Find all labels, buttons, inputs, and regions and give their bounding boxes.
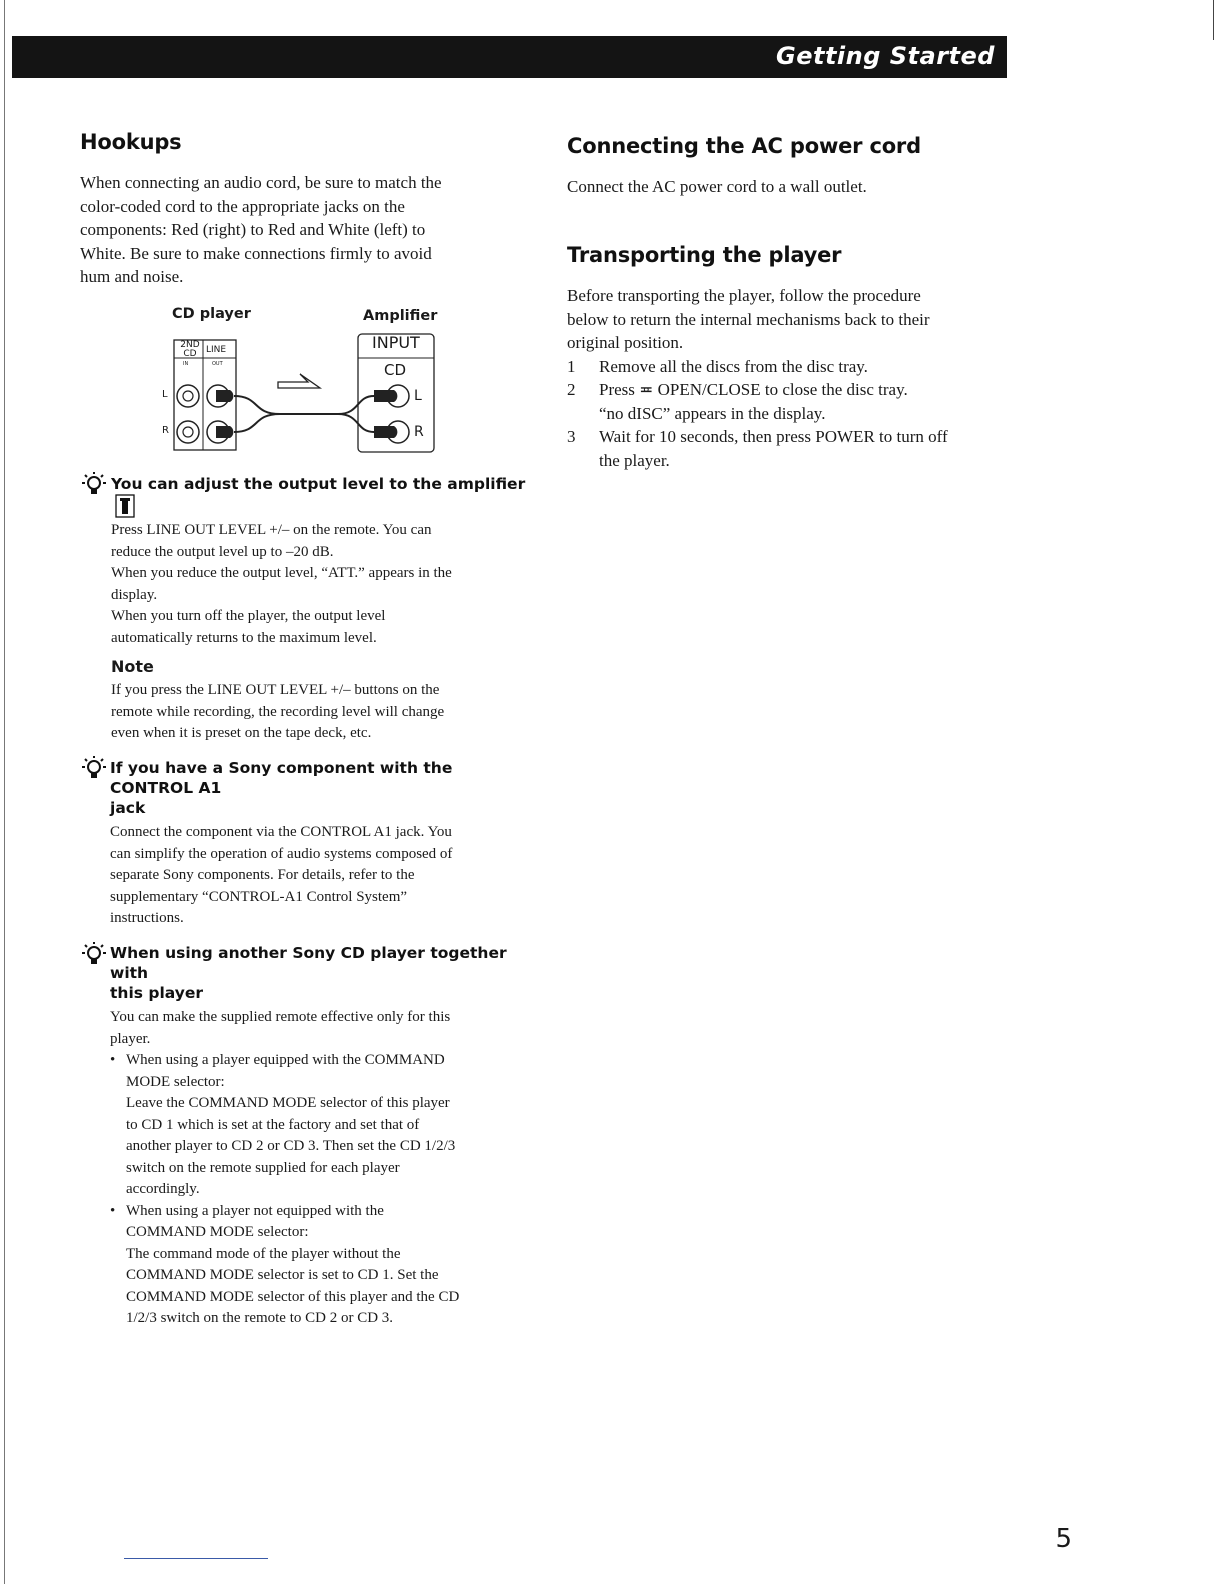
note-heading: Note (111, 657, 154, 676)
jack-in-label: IN (183, 361, 189, 367)
text-line: Remove all the discs from the disc tray. (599, 356, 868, 376)
text-line: can simplify the operation of audio systems composed of (110, 845, 453, 862)
text-line: instructions. (110, 910, 184, 926)
text-line: COMMAND MODE selector is set to CD 1. Set the (126, 1267, 439, 1283)
text-line: remote while recording, the recording level will change (111, 703, 445, 720)
lightbulb-tip-icon (80, 470, 108, 498)
amp-input-label: INPUT (372, 333, 420, 352)
list-item (110, 1201, 530, 1330)
step-number: 3 (567, 427, 576, 446)
transporting-section (567, 284, 1017, 472)
text-line: You can make the supplied remote effective only for this (110, 1009, 451, 1025)
tip-control-a1 (110, 758, 530, 930)
text-line: even when it is preset on the tape deck, etc. (111, 725, 372, 741)
text-line: “no dISC” appears in the display. (599, 403, 826, 423)
text-line: Wait for 10 seconds, then press POWER to turn off (599, 427, 948, 446)
lightbulb-tip-icon (80, 754, 108, 782)
text-line: display. (111, 586, 158, 603)
text-line: Leave the COMMAND MODE selector of this player (126, 1095, 450, 1111)
tip-control-a1-body (110, 822, 530, 930)
page-number: 5 (1055, 1524, 1072, 1554)
text-line: to CD 1 which is set at the factory and set that of (126, 1116, 420, 1133)
text-line: COMMAND MODE selector: (126, 1224, 309, 1240)
tip-output-level-title-text: You can adjust the output level to the amplifier (111, 475, 526, 493)
section-banner (12, 36, 1007, 78)
amp-right-label: R (414, 424, 424, 440)
step-number: 2 (567, 380, 576, 399)
jack-2nd-cd-label: 2ND CD (180, 340, 200, 359)
text-line: original position. (567, 333, 684, 352)
step-item (567, 378, 1017, 425)
transporting-heading: Transporting the player (567, 243, 842, 267)
amplifier-label: Amplifier (363, 308, 438, 324)
text-line: player. (110, 1030, 151, 1047)
scan-margin-line-right (1213, 0, 1214, 40)
ac-power-text: Connect the AC power cord to a wall outlet. (567, 177, 867, 196)
remote-icon (115, 494, 135, 518)
command-mode-bullets (110, 1050, 530, 1330)
text-line: • When using a player not equipped with the (126, 1202, 384, 1219)
connection-diagram (160, 305, 460, 455)
tip-another-cd-title-line1: When using another Sony CD player together with (110, 944, 507, 982)
text-line: When connecting an audio cord, be sure to match the (80, 173, 442, 192)
tip-control-a1-title-line2: jack (110, 799, 146, 817)
text-line: accordingly. (126, 1181, 200, 1197)
text-line: • When using a player equipped with the COMMAND (126, 1052, 445, 1068)
note-body (111, 680, 531, 745)
text-line: White. Be sure to make connections firmly to avoid (80, 243, 432, 263)
cd-left-label: L (162, 389, 168, 400)
jack-out-label: OUT (212, 361, 223, 367)
section-title: Getting Started (776, 42, 995, 70)
text-line: 1/2/3 switch on the remote to CD 2 or CD 3. (126, 1310, 394, 1326)
tip-another-cd-body (110, 1007, 530, 1330)
tip-output-level (111, 474, 531, 745)
text-line: When you reduce the output level, “ATT.” appears in the (111, 565, 452, 581)
step-item (567, 425, 1017, 472)
lightbulb-tip-icon (80, 940, 108, 968)
step-number: 1 (567, 356, 576, 376)
cd-player-label: CD player (172, 306, 251, 322)
tip-another-cd-title-line2: this player (110, 984, 204, 1002)
tip-another-cd-player (110, 943, 530, 1330)
text-line: color-coded cord to the appropriate jacks on the (80, 196, 405, 216)
text-line: Press LINE OUT LEVEL +/– on the remote. You can (111, 522, 432, 538)
text-line: switch on the remote supplied for each player (126, 1159, 400, 1176)
step-item (567, 355, 1017, 379)
text-line: The command mode of the player without the (126, 1245, 401, 1262)
text-line: below to return the internal mechanisms back to their (567, 309, 930, 329)
text-line: another player to CD 2 or CD 3. Then set the CD 1/2/3 (126, 1138, 456, 1154)
tip-output-level-title (111, 474, 531, 518)
text-line: Before transporting the player, follow the procedure (567, 286, 921, 305)
text-line: components: Red (right) to Red and White (left) to (80, 220, 426, 239)
footer-rule (124, 1558, 268, 1559)
jack-line-label: LINE (206, 345, 227, 355)
text-line: COMMAND MODE selector of this player and the CD (126, 1288, 460, 1305)
cd-right-label: R (162, 425, 169, 436)
ac-power-heading: Connecting the AC power cord (567, 134, 921, 158)
text-line: MODE selector: (126, 1073, 225, 1090)
tip-output-level-body (111, 520, 531, 649)
text-line: hum and noise. (80, 267, 184, 286)
text-line: supplementary “CONTROL-A1 Control System” (110, 888, 408, 905)
transport-steps (567, 355, 1017, 473)
scan-margin-line (4, 0, 5, 1584)
amp-cd-label: CD (384, 361, 407, 379)
text-line: automatically returns to the maximum level. (111, 629, 377, 646)
hookups-heading: Hookups (80, 130, 182, 154)
text-line: Press ≖ OPEN/CLOSE to close the disc tray. (599, 380, 908, 399)
list-item (110, 1050, 530, 1201)
text-line: reduce the output level up to –20 dB. (111, 543, 334, 560)
tip-control-a1-title-line1: If you have a Sony component with the CONTROL A1 (110, 759, 453, 797)
text-line: If you press the LINE OUT LEVEL +/– buttons on the (111, 682, 440, 698)
text-line: Connect the component via the CONTROL A1 jack. You (110, 824, 452, 840)
text-line: When you turn off the player, the output level (111, 608, 386, 624)
hookups-intro (80, 171, 530, 289)
text-line: separate Sony components. For details, refer to the (110, 867, 415, 883)
amp-left-label: L (414, 388, 422, 404)
text-line: the player. (599, 450, 670, 470)
